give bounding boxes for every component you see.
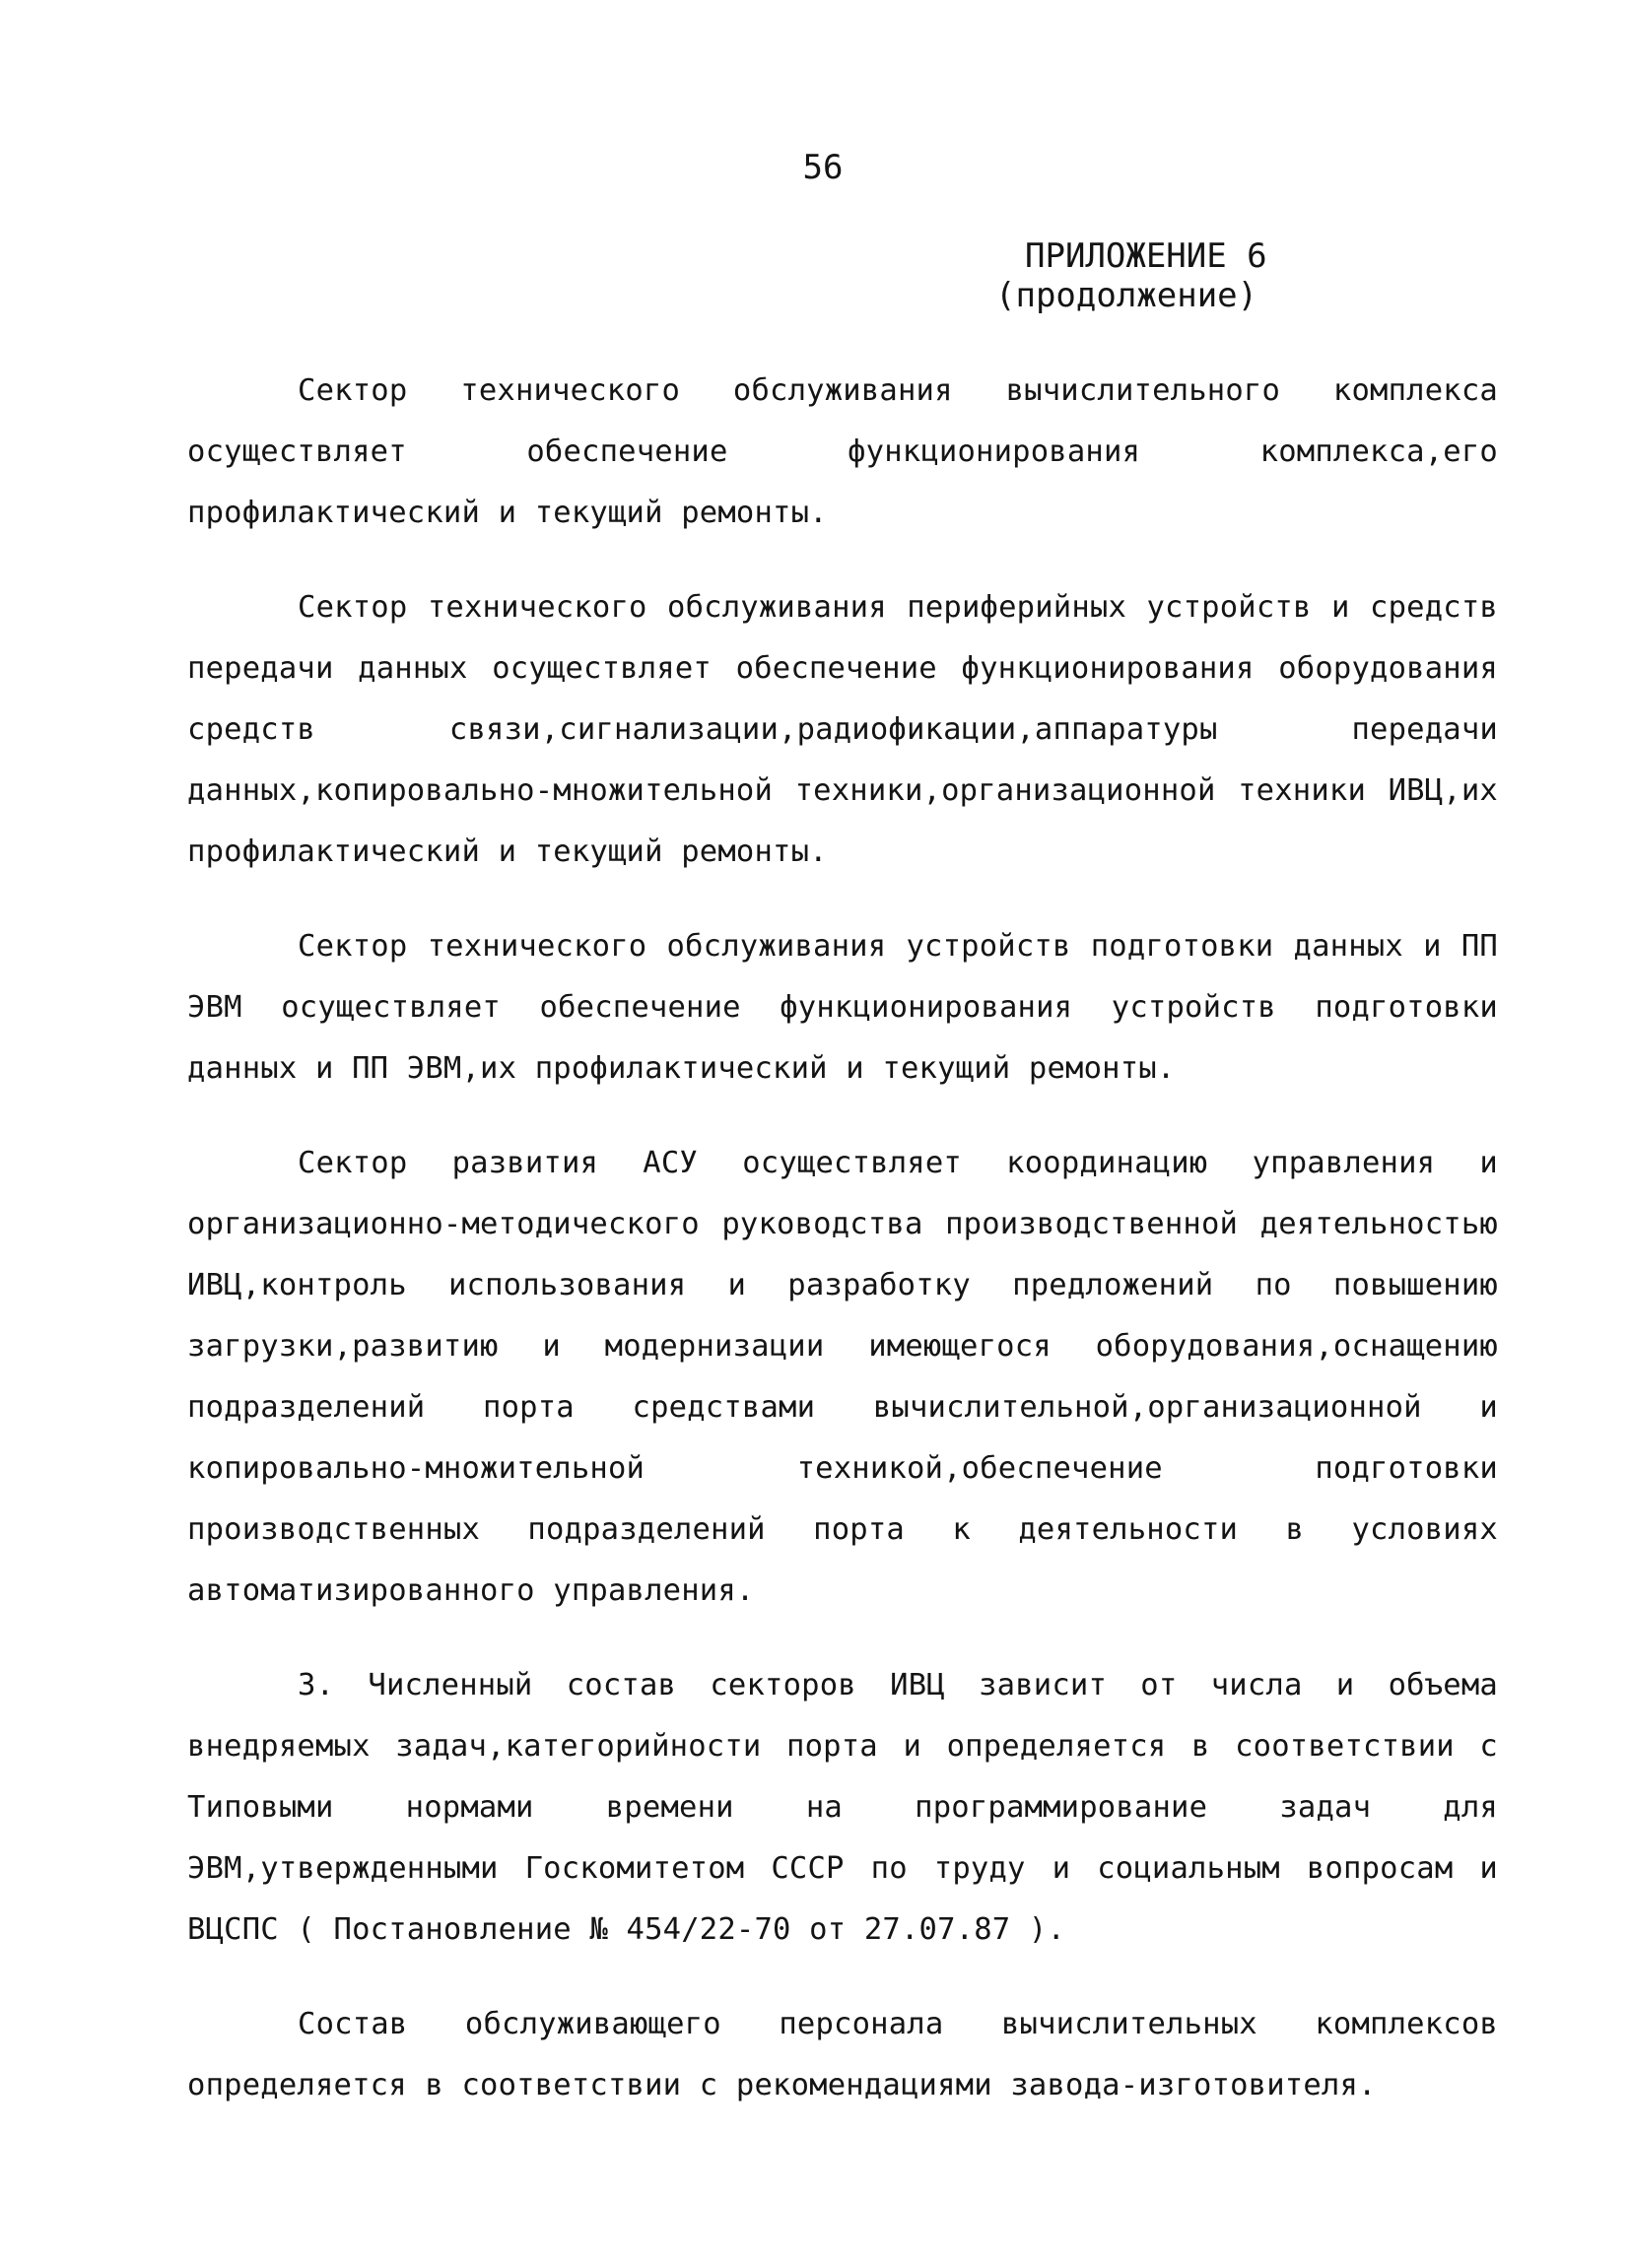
paragraph-data-preparation-sector: Сектор технического обслуживания устройств подготовки данных и ПП ЭВМ осуществляет обеспечение функционирования устройств подготовки данных и ПП ЭВМ,их профилактический и текущий ремонты. [187, 929, 1498, 1086]
paragraph-asu-development-sector: Сектор развития АСУ осуществляет координацию управления и организационно-методического руководства производственной деятельностью ИВЦ,контроль использования и разработку предложений по повышению загрузки,развитию и модернизации имеющегося оборудования,оснащению подразделений порта средствами вычислительной,организационной и копировально-множительной техникой,обеспечение подготовки производственных подразделений порта к деятельности в условиях автоматизированного управления. [187, 1146, 1498, 1608]
paragraph-computing-complex-sector: Сектор технического обслуживания вычислительного комплекса осуществляет обеспечение функционирования комплекса,его профилактический и текущий ремонты. [187, 373, 1498, 530]
appendix-title: ПРИЛОЖЕНИЕ 6 [1025, 236, 1267, 276]
appendix-header [995, 236, 1330, 315]
paragraph-service-personnel: Состав обслуживающего персонала вычислительных комплексов определяется в соответствии с рекомендациями завода-изготовителя. [187, 2007, 1498, 2102]
body-text [187, 361, 1498, 2116]
page-number: 56 [802, 148, 844, 187]
paragraph-peripheral-devices-sector: Сектор технического обслуживания периферийных устройств и средств передачи данных осуществляет обеспечение функционирования оборудования средств связи,сигнализации,радиофикации,аппаратуры передачи данных,копировально-множительной техники,организационной техники ИВЦ,их профилактический и текущий ремонты. [187, 590, 1498, 869]
paragraph-staffing-numbers: 3. Численный состав секторов ИВЦ зависит от числа и объема внедряемых задач,категорийности порта и определяется в соответствии с Типовыми нормами времени на программирование задач для ЭВМ,утвержденными Госкомитетом СССР по труду и социальным вопросам и ВЦСПС ( Постановление № 454/22-70 от 27.07.87 ). [187, 1668, 1498, 1947]
appendix-subtitle: (продолжение) [995, 276, 1258, 315]
